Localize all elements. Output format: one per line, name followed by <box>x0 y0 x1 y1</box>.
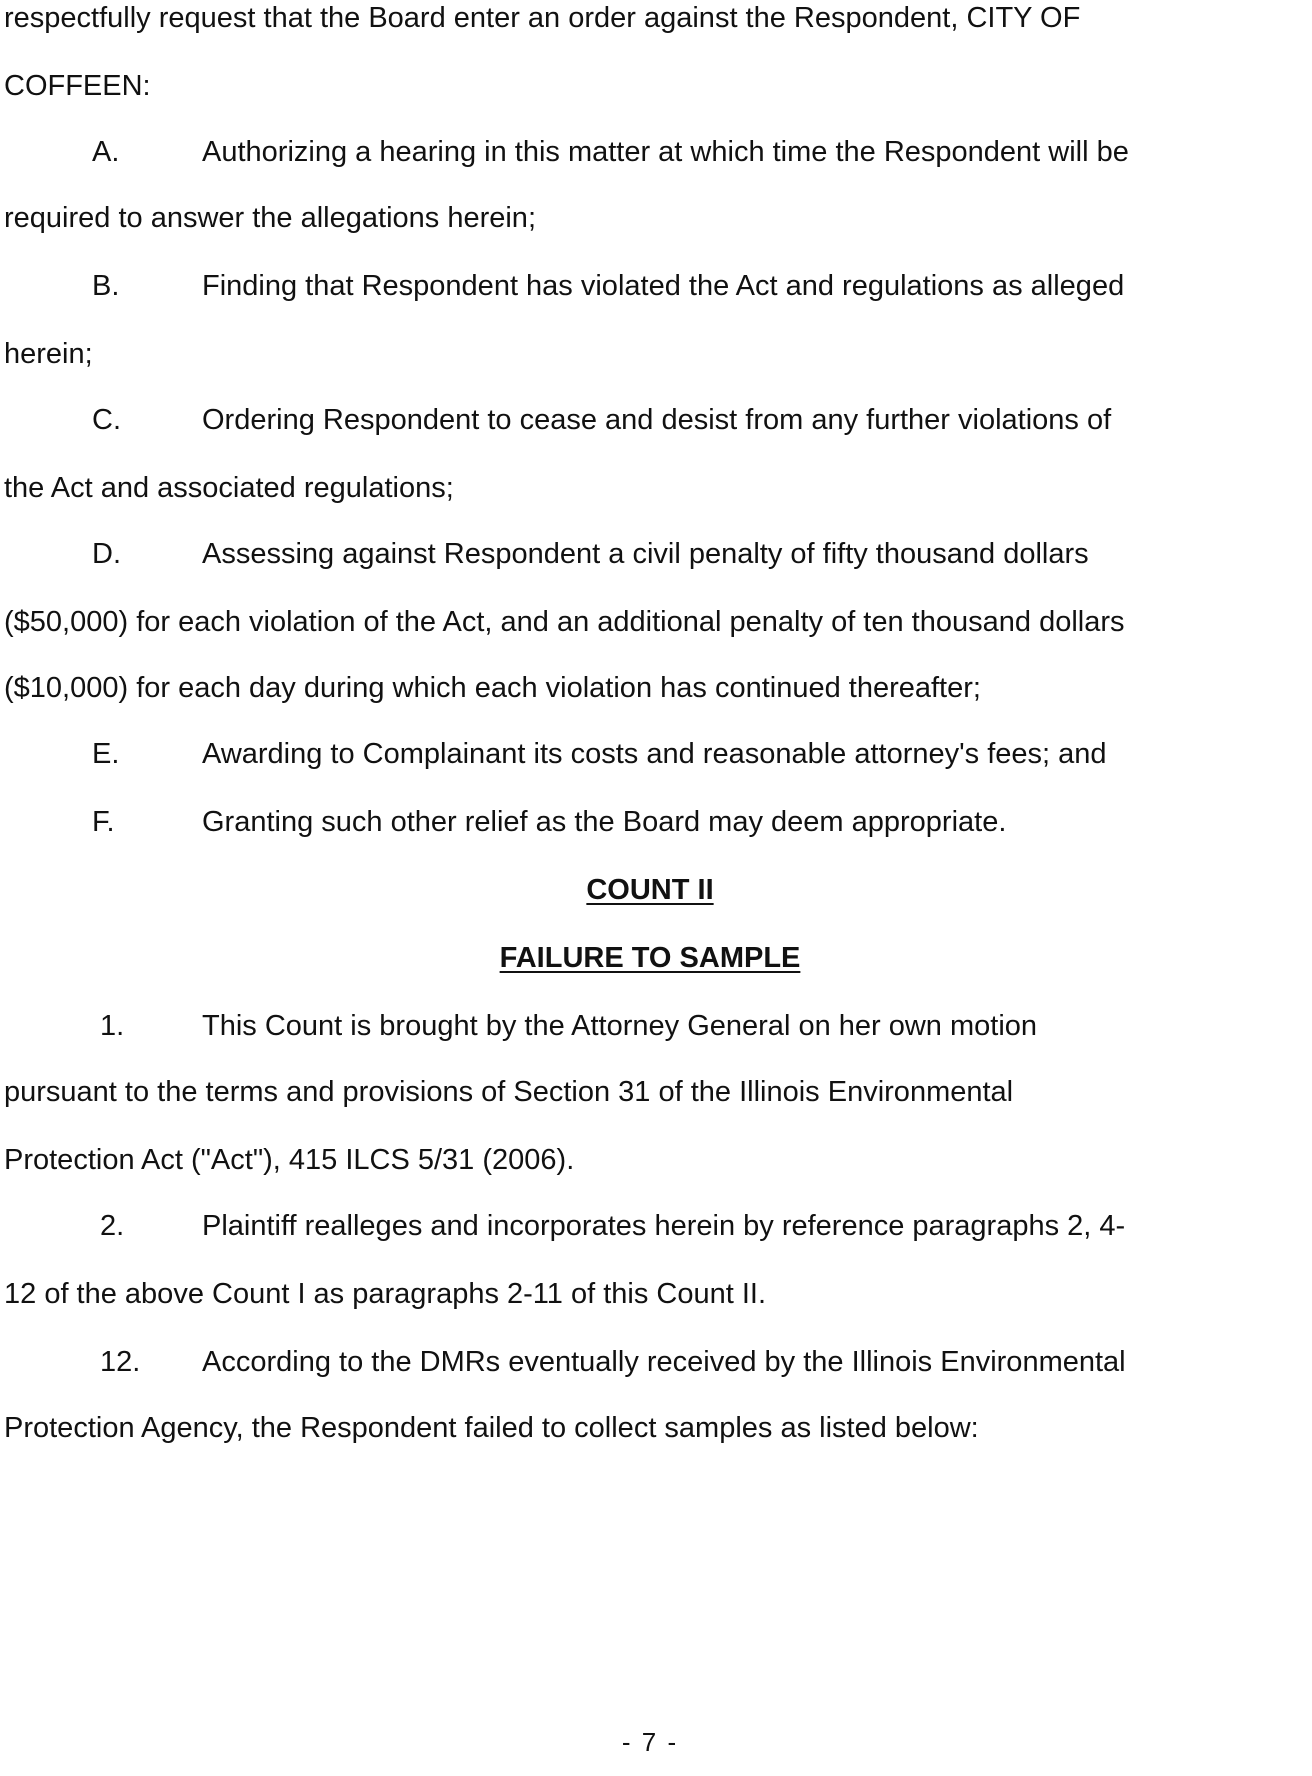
prayer-item-d-continuation-1: ($50,000) for each violation of the Act, and an additional penalty of ten thousand dollars <box>4 606 1125 638</box>
paragraph-12-text: According to the DMRs eventually received by the Illinois Environmental <box>202 1346 1126 1378</box>
prayer-item-b-label: B. <box>92 270 120 302</box>
prayer-item-c-continuation: the Act and associated regulations; <box>4 472 454 504</box>
prayer-item-d-continuation-2: ($10,000) for each day during which each violation has continued thereafter; <box>4 672 981 704</box>
prayer-item-e-label: E. <box>92 738 120 770</box>
paragraph-2-text: Plaintiff realleges and incorporates herein by reference paragraphs 2, 4- <box>202 1210 1126 1242</box>
prayer-item-a-text: Authorizing a hearing in this matter at which time the Respondent will be <box>202 136 1129 168</box>
page-number: - 7 - <box>621 1727 679 1757</box>
paragraph-2-continuation: 12 of the above Count I as paragraphs 2-11 of this Count II. <box>4 1278 767 1310</box>
paragraph-1-number: 1. <box>100 1010 125 1042</box>
paragraph-1-text: This Count is brought by the Attorney General on her own motion <box>202 1010 1038 1042</box>
paragraph-1-continuation-2: Protection Act ("Act"), 415 ILCS 5/31 (2006). <box>4 1144 575 1176</box>
paragraph-12-number: 12. <box>100 1346 141 1378</box>
paragraph-1-continuation-1: pursuant to the terms and provisions of Section 31 of the Illinois Environmental <box>4 1076 1014 1108</box>
prayer-item-b-text: Finding that Respondent has violated the Act and regulations as alleged <box>202 270 1125 302</box>
count-heading: COUNT II <box>586 874 714 906</box>
prayer-item-a-label: A. <box>92 136 120 168</box>
intro-line-1: respectfully request that the Board enter an order against the Respondent, CITY OF <box>4 2 1081 34</box>
paragraph-12-continuation: Protection Agency, the Respondent failed to collect samples as listed below: <box>4 1412 979 1444</box>
prayer-item-e-text: Awarding to Complainant its costs and reasonable attorney's fees; and <box>202 738 1107 770</box>
prayer-item-d-label: D. <box>92 538 121 570</box>
prayer-item-d-text: Assessing against Respondent a civil penalty of fifty thousand dollars <box>202 538 1089 570</box>
intro-line-2: COFFEEN: <box>4 70 151 102</box>
paragraph-2-number: 2. <box>100 1210 125 1242</box>
count-subheading: FAILURE TO SAMPLE <box>499 942 801 974</box>
prayer-item-f-text: Granting such other relief as the Board may deem appropriate. <box>202 806 1007 838</box>
prayer-item-b-continuation: herein; <box>4 338 93 370</box>
prayer-item-f-label: F. <box>92 806 115 838</box>
prayer-item-a-continuation: required to answer the allegations herein; <box>4 202 536 234</box>
prayer-item-c-label: C. <box>92 404 121 436</box>
prayer-item-c-text: Ordering Respondent to cease and desist from any further violations of <box>202 404 1112 436</box>
